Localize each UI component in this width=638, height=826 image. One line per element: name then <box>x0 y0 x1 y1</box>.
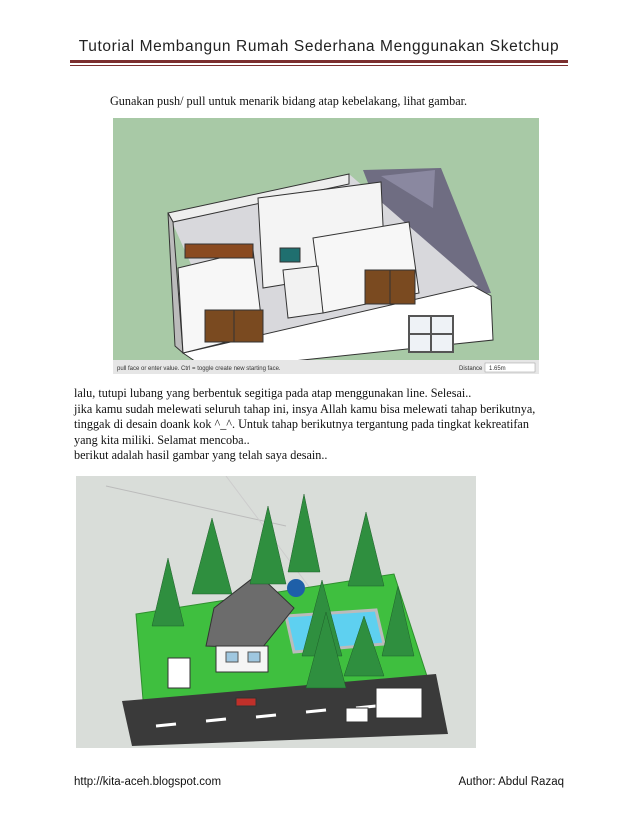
intro-text: Gunakan push/ pull untuk menarik bidang atap kebelakang, lihat gambar. <box>110 94 468 108</box>
paragraph-line: jika kamu sudah melewati seluruh tahap ini, insya Allah kamu bisa melewati tahap berikutnya, <box>74 401 536 416</box>
body-paragraph <box>74 386 574 464</box>
page-header-title: Tutorial Membangun Rumah Sederhana Menggunakan Sketchup <box>78 38 560 55</box>
paragraph-line: berikut adalah hasil gambar yang telah saya desain.. <box>74 448 328 462</box>
truck <box>376 688 422 718</box>
paragraph-line: tinggak di desain doank kok ^_^. Untuk tahap berikutnya tergantung pada tingkat kekreatifan <box>74 417 529 431</box>
final-design-render <box>76 476 476 748</box>
footer-author: Author: Abdul Razaq <box>458 776 564 788</box>
footer-url: http://kita-aceh.blogspot.com <box>74 776 222 788</box>
header-divider-thin <box>70 65 568 66</box>
sketchup-screenshot-roof <box>113 118 539 374</box>
paragraph-line: yang kita miliki. Selamat mencoba.. <box>74 432 250 447</box>
car-white <box>168 658 190 688</box>
paragraph-line: lalu, tutupi lubang yang berbentuk segitiga pada atap menggunakan line. Selesai.. <box>74 386 472 400</box>
motorbike <box>236 698 256 706</box>
van <box>346 708 368 722</box>
distance-label: Distance <box>459 366 483 372</box>
distance-value: 1.65m <box>489 366 506 372</box>
status-bar-text: pull face or enter value. Ctrl = toggle create new starting face. <box>117 366 281 372</box>
header-divider <box>70 60 568 63</box>
umbrella <box>287 579 305 597</box>
